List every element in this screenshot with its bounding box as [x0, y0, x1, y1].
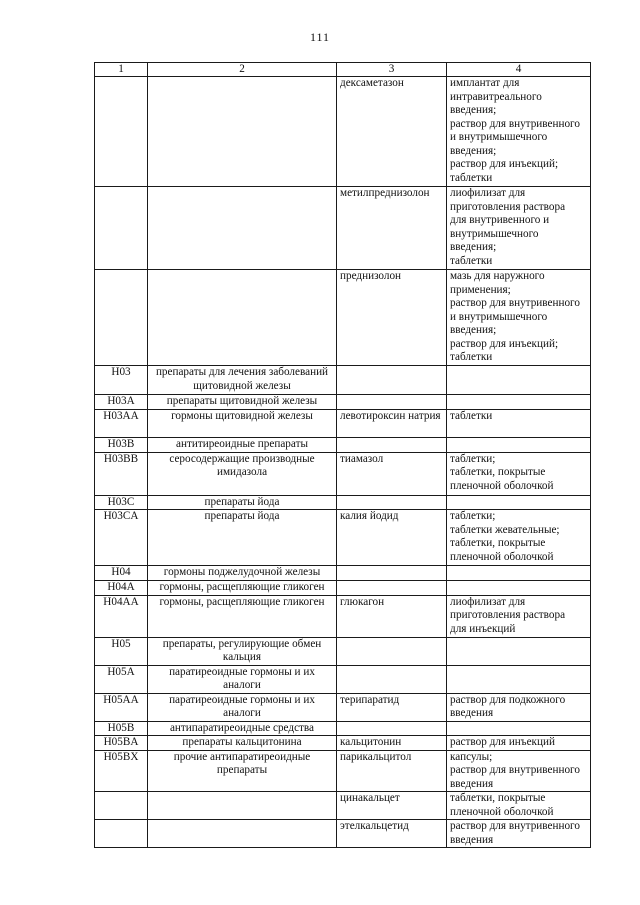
group-name-cell: препараты кальцитонина [148, 736, 337, 751]
table-row [95, 792, 591, 820]
atc-code-cell: H03 [95, 366, 148, 395]
dosage-form-line: лиофилизат для [450, 595, 526, 608]
column-header: 3 [337, 63, 447, 77]
substance-cell: этелкальцетид [337, 820, 447, 848]
dosage-form-line: внутримышечного [450, 227, 539, 240]
group-name-cell: гормоны щитовидной железы [148, 410, 337, 438]
dosage-form-cell [447, 410, 591, 438]
atc-code-cell: H04A [95, 581, 148, 596]
group-name-cell: препараты, регулирующие обмен кальция [148, 637, 337, 665]
dosage-form-line: введения; [450, 144, 497, 157]
dosage-form-line: таблетки, покрытые [450, 792, 546, 804]
dosage-form-cell [447, 395, 591, 410]
dosage-form-line: и внутримышечного [450, 310, 548, 323]
dosage-form-line: таблетки; [450, 510, 496, 522]
group-name-cell: гормоны поджелудочной железы [148, 566, 337, 581]
table-row [95, 187, 591, 270]
atc-code-cell: H05AA [95, 693, 148, 721]
dosage-form-line: интравитреального [450, 90, 542, 103]
atc-code-cell: H03A [95, 395, 148, 410]
dosage-form-line: мазь для наружного [450, 270, 545, 282]
dosage-form-line: раствор для внутривенного [450, 117, 580, 130]
dosage-form-line: введения; [450, 241, 497, 253]
dosage-form-line: введения [450, 777, 494, 790]
dosage-form-cell [447, 566, 591, 581]
group-name-cell [148, 187, 337, 270]
dosage-form-line: и внутримышечного [450, 131, 548, 143]
substance-cell: преднизолон [337, 270, 447, 366]
dosage-form-line: приготовления раствора [450, 609, 566, 621]
dosage-form-cell [447, 820, 591, 848]
substance-cell [337, 566, 447, 581]
dosage-form-line: введения; [450, 104, 497, 116]
dosage-form-cell [447, 736, 591, 751]
group-name-cell: паратиреоидные гормоны и их аналоги [148, 665, 337, 693]
table-row [95, 495, 591, 510]
substance-cell: дексаметазон [337, 77, 447, 187]
atc-code-cell: H05BA [95, 736, 148, 751]
atc-code-cell: H03CA [95, 510, 148, 566]
dosage-form-cell [447, 750, 591, 792]
dosage-form-line: таблетки [450, 351, 493, 363]
dosage-form-cell [447, 452, 591, 495]
atc-code-cell: H03BB [95, 452, 148, 495]
dosage-form-line: раствор для внутривенного [450, 820, 580, 832]
atc-code-cell: H05B [95, 721, 148, 736]
dosage-form-line: таблетки, покрытые [450, 466, 546, 478]
group-name-cell [148, 270, 337, 366]
dosage-form-line: раствор для внутривенного [450, 297, 580, 309]
table-row [95, 77, 591, 187]
substance-cell [337, 665, 447, 693]
table-row [95, 750, 591, 792]
table-row [95, 581, 591, 596]
atc-code-cell: H05 [95, 637, 148, 665]
column-header: 2 [148, 63, 337, 77]
atc-code-cell [95, 792, 148, 820]
group-name-cell: гормоны, расщепляющие гликоген [148, 595, 337, 637]
table-row [95, 665, 591, 693]
table-row [95, 721, 591, 736]
substance-cell: глюкагон [337, 595, 447, 637]
dosage-form-line: введения; [450, 324, 497, 336]
substance-cell: парикальцитол [337, 750, 447, 792]
substance-cell: кальцитонин [337, 736, 447, 751]
substance-cell: левотироксин натрия [337, 410, 447, 438]
table-row [95, 566, 591, 581]
dosage-form-line: приготовления раствора [450, 200, 566, 213]
atc-code-cell: H04 [95, 566, 148, 581]
table-row [95, 438, 591, 453]
dosage-form-line: раствор для инъекций; [450, 158, 559, 170]
atc-code-cell: H03C [95, 495, 148, 510]
column-header: 1 [95, 63, 148, 77]
substance-cell [337, 395, 447, 410]
group-name-cell: антитиреоидные препараты [148, 438, 337, 453]
dosage-form-line: раствор для инъекций; [450, 337, 559, 350]
page-number: 111 [309, 30, 331, 44]
atc-code-cell: H05A [95, 665, 148, 693]
dosage-form-cell [447, 438, 591, 453]
group-name-cell [148, 792, 337, 820]
group-name-cell: препараты йода [148, 495, 337, 510]
substance-cell: калия йодид [337, 510, 447, 566]
dosage-form-cell [447, 693, 591, 721]
dosage-form-cell [447, 495, 591, 510]
atc-code-cell [95, 187, 148, 270]
substance-cell [337, 721, 447, 736]
dosage-form-cell [447, 366, 591, 395]
dosage-form-line: пленочной оболочкой [450, 805, 554, 818]
dosage-form-line: введения [450, 833, 494, 846]
dosage-form-line: таблетки [450, 171, 493, 184]
atc-code-cell: H03B [95, 438, 148, 453]
dosage-form-line: таблетки; [450, 452, 496, 465]
table-row [95, 410, 591, 438]
dosage-form-line: пленочной оболочкой [450, 479, 554, 492]
table-row [95, 637, 591, 665]
substance-cell: цинакальцет [337, 792, 447, 820]
column-header: 4 [447, 63, 591, 77]
dosage-form-line: таблетки, покрытые [450, 537, 546, 549]
substance-cell [337, 438, 447, 453]
table-row [95, 452, 591, 495]
group-name-cell: препараты щитовидной железы [148, 395, 337, 410]
group-name-cell [148, 820, 337, 848]
dosage-form-cell [447, 581, 591, 596]
dosage-form-cell [447, 187, 591, 270]
dosage-form-line: раствор для внутривенного [450, 764, 580, 776]
substance-cell [337, 366, 447, 395]
group-name-cell: антипаратиреоидные средства [148, 721, 337, 736]
substance-cell [337, 637, 447, 665]
table-row [95, 510, 591, 566]
dosage-form-line: таблетки жевательные; [450, 523, 560, 536]
substance-cell: тиамазол [337, 452, 447, 495]
group-name-cell: гормоны, расщепляющие гликоген [148, 581, 337, 596]
dosage-form-line: для инъекций [450, 622, 516, 635]
group-name-cell: препараты для лечения заболеваний щитовидной железы [148, 366, 337, 395]
atc-code-cell: H05BX [95, 750, 148, 792]
group-name-cell: серосодержащие производные имидазола [148, 452, 337, 495]
atc-code-cell [95, 77, 148, 187]
dosage-form-cell [447, 637, 591, 665]
dosage-form-line: раствор для инъекций [450, 736, 555, 748]
group-name-cell: препараты йода [148, 510, 337, 566]
dosage-form-line: лиофилизат для [450, 187, 526, 199]
dosage-form-cell [447, 792, 591, 820]
dosage-form-line: для внутривенного и [450, 214, 550, 226]
table-row [95, 395, 591, 410]
group-name-cell [148, 77, 337, 187]
dosage-form-line: капсулы; [450, 750, 493, 763]
dosage-form-cell [447, 595, 591, 637]
group-name-cell: паратиреоидные гормоны и их аналоги [148, 693, 337, 721]
table-row [95, 270, 591, 366]
dosage-form-line: таблетки [450, 254, 493, 267]
dosage-form-cell [447, 721, 591, 736]
dosage-form-cell [447, 270, 591, 366]
dosage-form-line: имплантат для [450, 77, 520, 89]
atc-code-cell: H03AA [95, 410, 148, 438]
dosage-form-cell [447, 77, 591, 187]
dosage-form-line: введения [450, 707, 494, 719]
table-row [95, 366, 591, 395]
dosage-form-line: раствор для подкожного [450, 693, 566, 706]
dosage-form-cell [447, 510, 591, 566]
atc-code-cell [95, 270, 148, 366]
substance-cell [337, 495, 447, 510]
atc-code-cell [95, 820, 148, 848]
atc-code-cell: H04AA [95, 595, 148, 637]
drug-table [94, 62, 591, 848]
dosage-form-line: пленочной оболочкой [450, 550, 554, 563]
dosage-form-line: таблетки [450, 410, 493, 422]
table-row [95, 736, 591, 751]
substance-cell: терипаратид [337, 693, 447, 721]
table-row [95, 820, 591, 848]
dosage-form-line: применения; [450, 283, 511, 296]
table-row [95, 693, 591, 721]
table-row [95, 595, 591, 637]
group-name-cell: прочие антипаратиреоидные препараты [148, 750, 337, 792]
dosage-form-cell [447, 665, 591, 693]
substance-cell [337, 581, 447, 596]
substance-cell: метилпреднизолон [337, 187, 447, 270]
header-row [95, 63, 591, 77]
